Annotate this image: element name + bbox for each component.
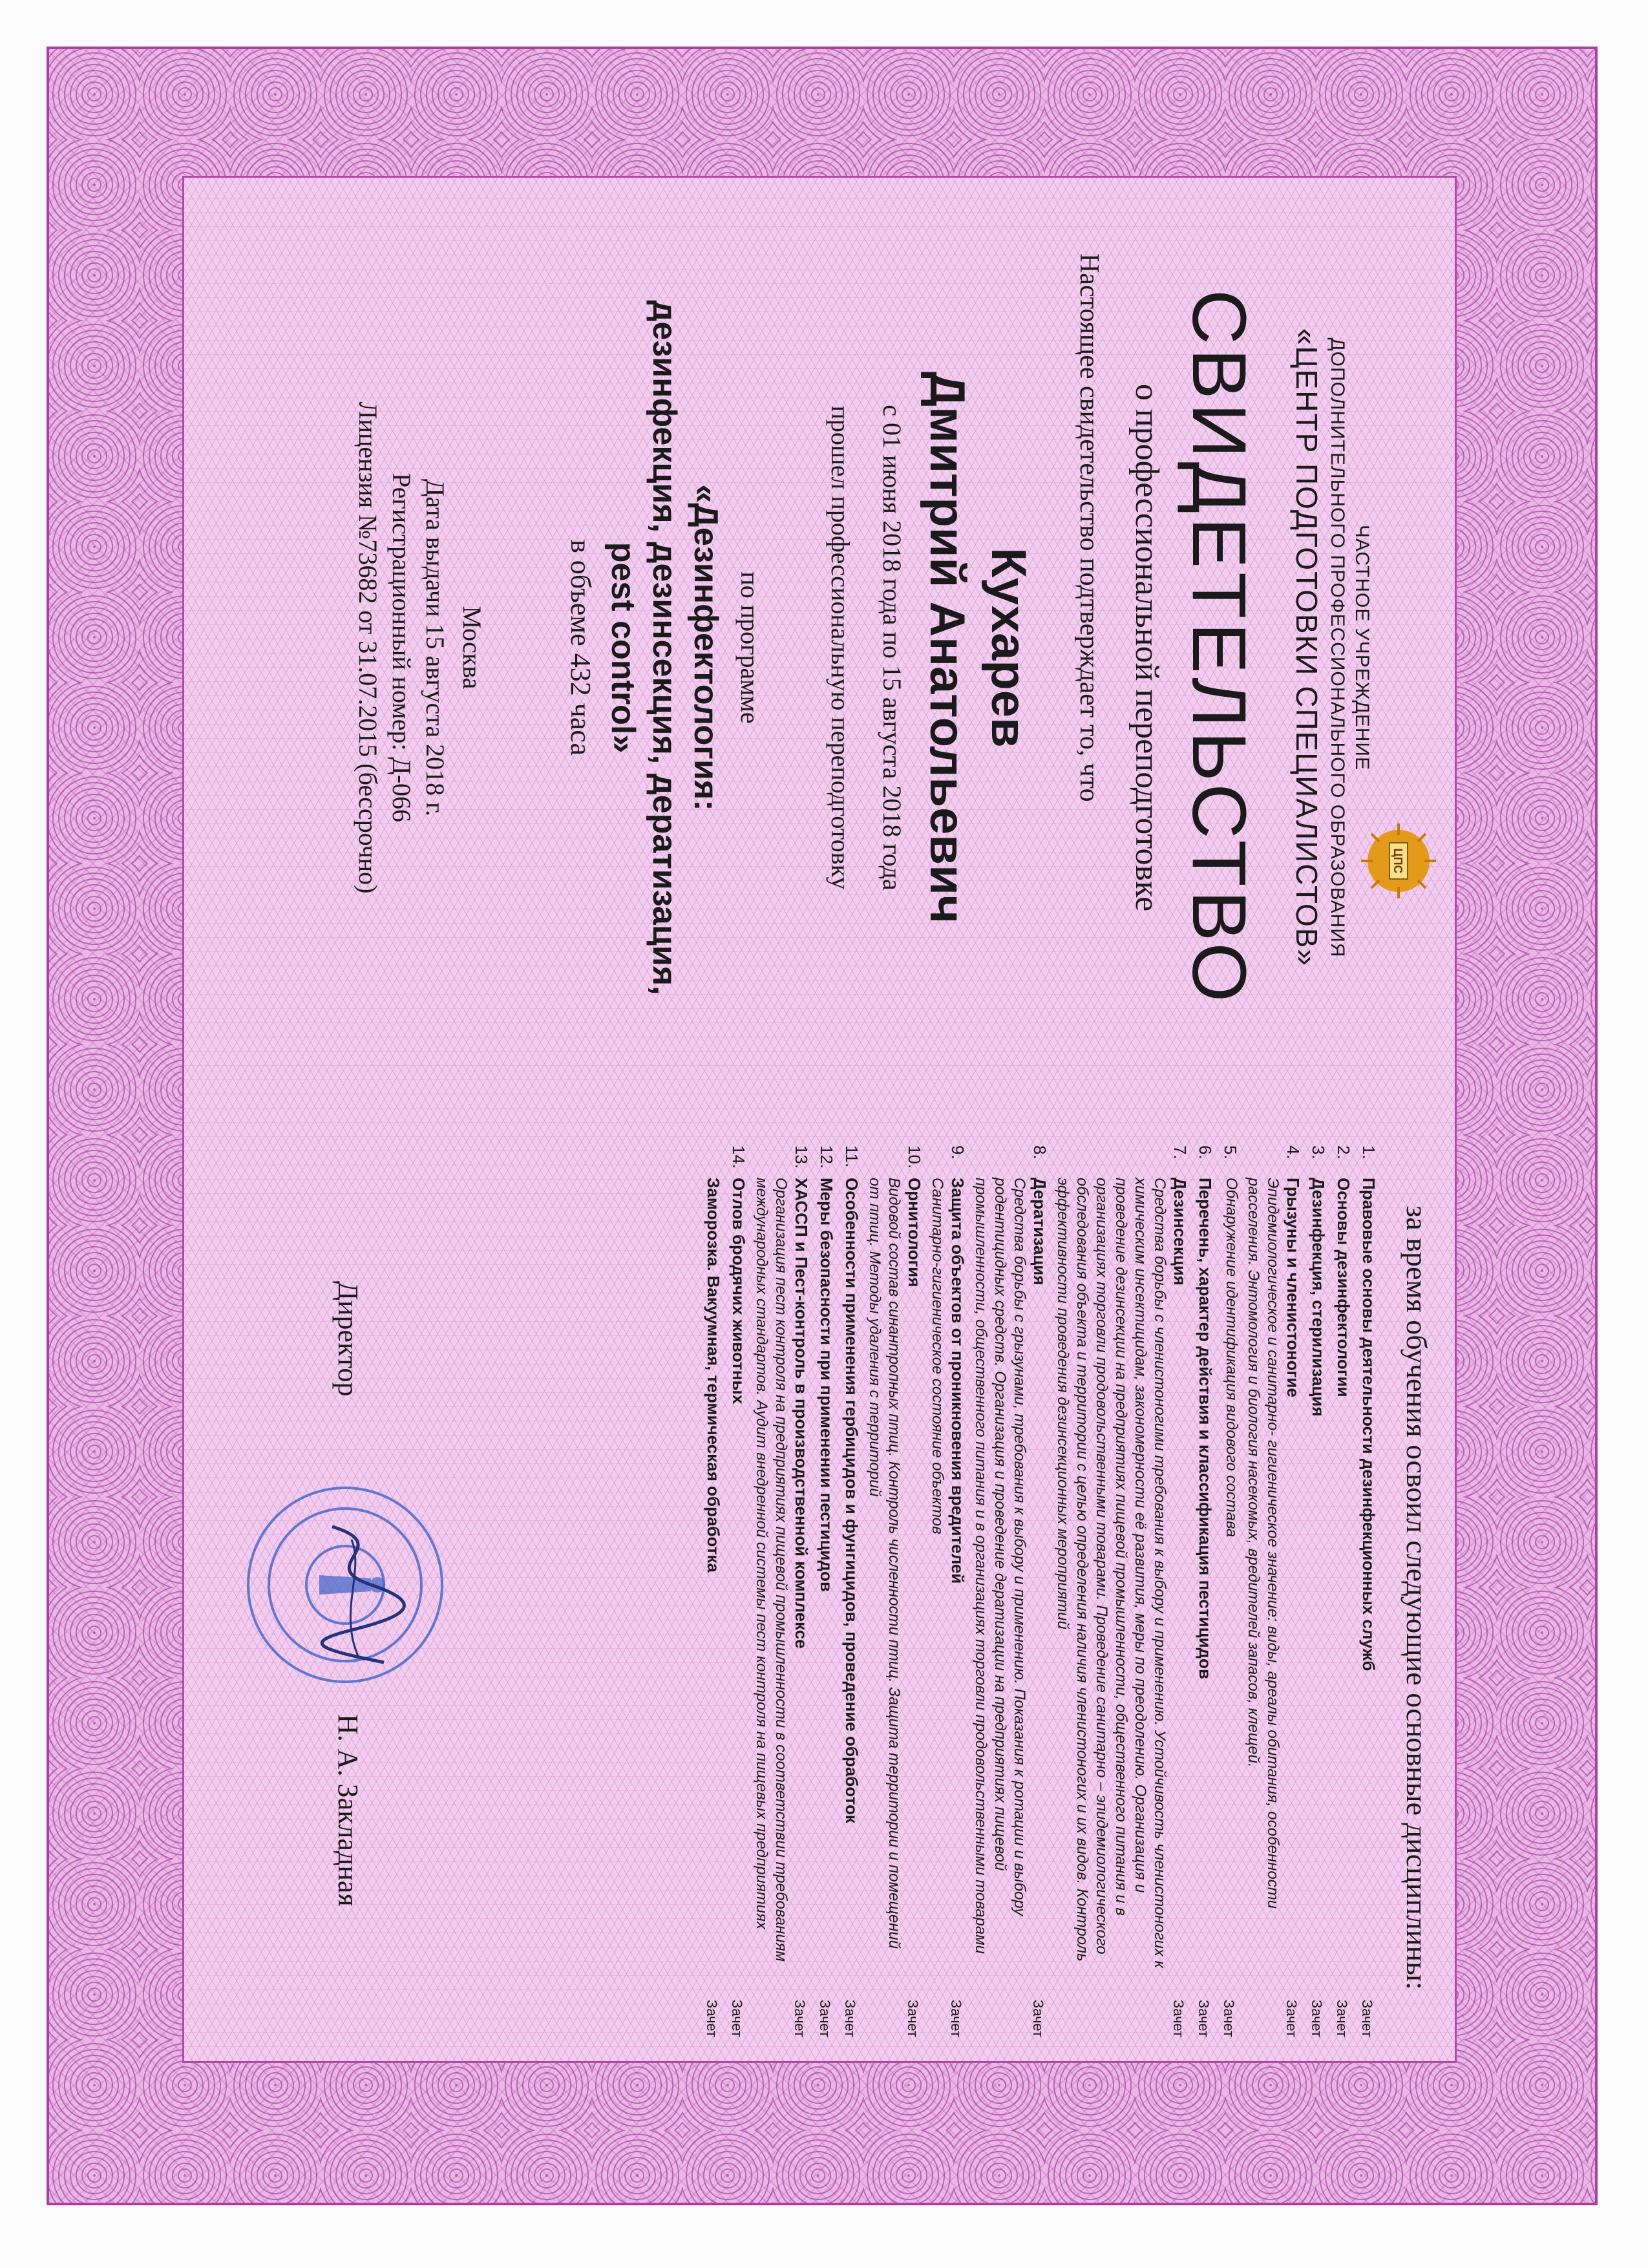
subject-row	[927, 1145, 968, 2037]
subject-description: Эпидемиологическое и санитарно- гигиеническое значение: виды, ареалы обитания, особенности расселения. Энтомология и биология насекомых, вредителей запасов, клещей.	[1245, 1178, 1282, 1909]
subject-row	[752, 1145, 812, 2037]
subject-body	[927, 1178, 968, 1986]
subject-grade: Зачет	[1309, 1999, 1325, 2037]
subject-row	[1243, 1145, 1304, 2037]
subject-name: Дезинсекция	[1170, 1178, 1190, 1286]
certificate-subtitle: о профессиональной переподготовке	[1128, 383, 1165, 912]
director-label: Директор	[332, 1281, 364, 1397]
subject-body	[814, 1178, 837, 1986]
license-number: Лицензия №73682 от 31.07.2015 (бессрочно)	[354, 401, 383, 894]
subject-body	[1306, 1178, 1329, 1986]
certificate-front	[182, 176, 1457, 1119]
passed-text: прошел профессиональную переподготовку	[826, 405, 855, 890]
subject-body	[726, 1178, 749, 1986]
subject-description: Обнаружение идентификация видового состава	[1223, 1178, 1240, 1538]
program-name	[602, 176, 726, 1119]
subject-number: 12.	[817, 1145, 836, 1169]
subject-row	[1053, 1145, 1190, 2037]
subject-row	[1357, 1145, 1379, 2037]
holder-given-names: Дмитрий Анатольевич	[920, 372, 975, 924]
subject-row	[701, 1145, 724, 2037]
subject-row	[840, 1145, 862, 2037]
subject-name: Дератизация	[1030, 1178, 1050, 1286]
certificate-title: СВИДЕТЕЛЬСТВО	[1176, 289, 1262, 1006]
subject-grade: Зачет	[1170, 1999, 1187, 2037]
subject-name: Орнитология	[905, 1178, 924, 1288]
subject-grade: Зачет	[1196, 1999, 1212, 2037]
subject-name: Дезинфекция, стерилизация	[1309, 1178, 1328, 1417]
subject-number: 10.	[905, 1145, 924, 1169]
subject-grade: Зачет	[729, 1999, 745, 2037]
subject-grade: Зачет	[905, 1999, 921, 2037]
org-name-line2: ДОПОЛНИТЕЛЬНОГО ПРОФЕССИОНАЛЬНОГО ОБРАЗОВАНИЯ	[1327, 337, 1348, 958]
certificate-content	[182, 176, 1457, 2063]
org-name-line3: «ЦЕНТР ПОДГОТОВКИ СПЕЦИАЛИСТОВ»	[1290, 328, 1324, 968]
subject-body	[865, 1178, 925, 1986]
subject-name: Перечень, характер действия и классификация пестицидов	[1196, 1178, 1215, 1679]
program-line2: дезинфекция, дезинсекция, дератизация,	[646, 300, 683, 995]
subjects-title: за время обучения освоил следующие основные дисциплины:	[1400, 1205, 1433, 1990]
study-period: с 01 июня 2018 года по 15 августа 2018 года	[878, 405, 907, 891]
subject-number: 6.	[1196, 1145, 1215, 1160]
subject-description: Видовой состав синантропных птиц. Контроль численности птиц. Защита территории и помещений от птиц. Методы удаления с территорий	[866, 1178, 903, 1949]
subject-body	[1331, 1178, 1354, 1986]
subject-number: 14.	[729, 1145, 748, 1169]
subject-body	[1357, 1178, 1379, 1986]
subject-name: Грызуны и членистоногие	[1284, 1178, 1303, 1397]
subject-number: 9.	[948, 1145, 967, 1160]
subject-row	[1306, 1145, 1329, 2037]
subject-number	[701, 1145, 724, 1178]
certificate-back	[182, 1119, 1457, 2063]
director-signature-icon	[306, 1520, 410, 1669]
program-line3: pest control»	[604, 542, 642, 754]
subject-row	[726, 1145, 749, 2037]
issue-date: Дата выдачи 15 августа 2018 г.	[421, 479, 450, 816]
program-hours: в объеме 432 часа	[565, 540, 597, 756]
subject-name: Меры безопасности при применении пестицидов	[817, 1178, 836, 1592]
subject-name: Особенности применения гербицидов и фунгицидов, проведение обработок	[842, 1178, 861, 1823]
subject-number: 3.	[1309, 1145, 1328, 1160]
subject-grade: Зачет	[1221, 1999, 1237, 2037]
subject-name: Заморозка. Вакуумная, термическая обработка	[704, 1178, 723, 1573]
subject-name: Отлов бродячих животных	[729, 1178, 748, 1404]
subject-name: Основы дезинфектологии	[1334, 1178, 1353, 1397]
subject-body	[840, 1178, 862, 1986]
subject-grade: Зачет	[1334, 1999, 1350, 2037]
subject-body	[1193, 1178, 1216, 1986]
subject-row	[1193, 1145, 1216, 2037]
subject-name: Защита объектов от проникновения вредителей	[948, 1178, 967, 1584]
subject-row	[865, 1145, 925, 2037]
subject-name: Правовые основы деятельности дезинфекционных служб	[1359, 1178, 1379, 1671]
subject-number: 5.	[1221, 1145, 1240, 1160]
program-label: по программе	[735, 571, 765, 724]
subject-body	[1243, 1178, 1304, 1986]
subject-row	[1218, 1145, 1241, 2037]
subject-number: 2.	[1334, 1145, 1353, 1160]
subject-name: ХАССП и Пест-контроль в производственной комплексе	[792, 1178, 811, 1649]
issue-details	[351, 176, 452, 1119]
subject-body	[701, 1178, 724, 1986]
subjects-list	[699, 1145, 1379, 2037]
subject-number: 7.	[1170, 1145, 1190, 1160]
subject-number: 4.	[1284, 1145, 1303, 1160]
subject-body	[1053, 1178, 1190, 1986]
subject-row	[814, 1145, 837, 2037]
subject-body	[752, 1178, 812, 1986]
subject-grade: Зачет	[842, 1999, 858, 2037]
issue-city: Москва	[458, 606, 487, 690]
subject-grade: Зачет	[792, 1999, 808, 2037]
program-line1: «Дезинфектология:	[687, 484, 724, 811]
holder-surname: Кухарев	[981, 547, 1036, 748]
org-name-line1: ЧАСТНОЕ УЧРЕЖДЕНИЕ	[1351, 524, 1373, 771]
subject-grade: Зачет	[1359, 1999, 1375, 2037]
subject-row	[1331, 1145, 1354, 2037]
subject-description: Средства борьбы с грызунами, требования к выбору и применению. Показания к ротации и выбору родентицидных средств. Организация и проведение дератизации на предприятиях пищевой промышленности, общественного питания и в организациях торговли продовольственными товарами	[972, 1178, 1028, 1955]
subject-number: 11.	[842, 1145, 861, 1168]
subject-grade: Зачет	[1030, 1999, 1046, 2037]
subject-grade: Зачет	[948, 1999, 964, 2037]
subject-grade: Зачет	[817, 1999, 833, 2037]
subject-description: Организация пест контроля на предприятиях пищевой промышленности в соответствии требованиям международных стандартов. Аудит внедренной системы пест контроля на пищевых предприятиях	[753, 1178, 790, 1962]
subject-number: 8.	[1030, 1145, 1050, 1160]
subject-body	[971, 1178, 1050, 1986]
subject-row	[971, 1145, 1050, 2037]
director-name: Н. А. Закладная	[332, 1714, 364, 1907]
subject-description: Санитарно-гигиеническое состояние объектов	[929, 1178, 946, 1534]
subject-number: 13.	[792, 1145, 811, 1169]
subject-grade: Зачет	[704, 1999, 720, 2037]
confirm-text: Настоящее свидетельство подтверждает то, что	[1074, 253, 1104, 802]
svg-text:ЦПС: ЦПС	[1391, 848, 1404, 874]
registration-number: Регистрационный номер: Д-066	[387, 472, 416, 823]
subject-number: 1.	[1359, 1145, 1379, 1160]
subject-body	[1218, 1178, 1241, 1986]
subject-grade: Зачет	[1284, 1999, 1300, 2037]
subject-description: Средства борьбы с членистоногими требования к выбору и применению. Устойчивость членистоногих к химическим инсектицидам, закономерности её развития, меры по преодолению. Организация и проведение дезинсекции на предприятиях пищевой промышленности, общественного питания и в организациях торговли продовольственными товарами. Проведение санитарно – эпидемиологического обследования объекта и территории с целью определения наличия членистоногих и их видов. Контроль эффективности проведения дезинсекционных мероприятий	[1054, 1178, 1168, 1968]
